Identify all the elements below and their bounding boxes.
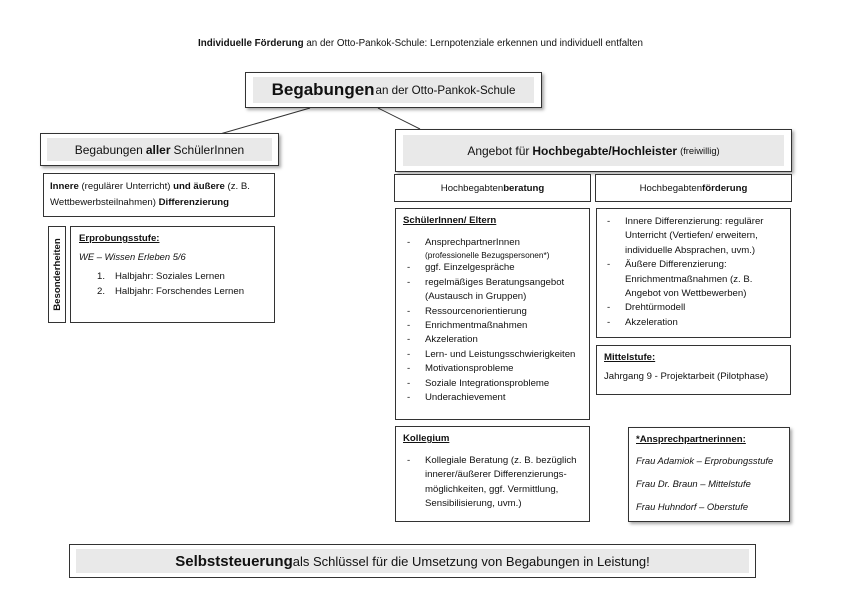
diff-line1-a: (regulärer Unterricht) [78,181,174,192]
list-item: - AnsprechpartnerInnen (professionelle Bezugspersonen*) [403,236,582,261]
all-students-box [40,133,279,166]
list-item: - Underachievement [403,391,582,405]
list-item: - ggf. Einzelgespräche [403,261,582,275]
beratung-header-prefix: Hochbegabten [440,182,504,194]
list-item: - Ressourcenorientierung [403,305,582,319]
contacts-box [628,427,790,522]
mittelstufe-text: Jahrgang 9 - Projektarbeit (Pilotphase) [604,371,769,382]
footer-box [69,544,756,578]
foerderung-list [603,215,784,330]
diff-outer-bold: und äußere [173,181,225,192]
contacts-title: *Ansprechpartnerinnen: [636,434,746,445]
beratung-header-bold: beratung [503,182,545,194]
list-item: - Innere Differenzierung: regulärer Unterricht (Vertiefen/ erweitern, individuelle Absprachen, uvm.) [603,215,784,258]
foerderung-header [595,174,792,202]
list-item: - Äußere Differenzierung: Enrichmentmaßnahmen (z. B. Angebot von Wettbewerben) [603,258,784,301]
kollegium-list [403,454,582,512]
erprobungsstufe-box [70,226,275,323]
list-item: - Enrichmentmaßnahmen [403,319,582,333]
all-students-suffix: SchülerInnen [173,142,245,157]
foerderung-header-bold: förderung [702,182,748,194]
diff-line1-b: (z. B. [224,181,250,192]
all-students-prefix: Begabungen [74,142,143,157]
students-parents-box [395,208,590,420]
gifted-offer-bold: Hochbegabte/Hochleister [532,143,678,158]
differentiation-box [43,173,275,217]
footer-bold: Selbststeuerung [175,552,293,570]
gifted-offer-prefix: Angebot für [467,143,530,158]
mittelstufe-title: Mittelstufe: [604,352,656,363]
contact-person: Frau Huhndorf – Oberstufe [636,501,749,512]
list-item: - regelmäßiges Beratungsangebot (Austausch in Gruppen) [403,276,582,305]
diff-differenzierung-bold: Differenzierung [158,197,229,208]
diff-line2-a: Wettbewerbsteilnahmen) [50,197,159,208]
mittelstufe-box [596,345,791,395]
main-title-box [245,72,542,108]
kollegium-box [395,426,590,522]
connector-left [220,108,310,134]
contact-person: Frau Adamiok – Erprobungsstufe [636,455,774,466]
list-item: 2. Halbjahr: Forschendes Lernen [97,285,245,297]
beratung-header [394,174,591,202]
footer-rest: als Schlüssel für die Umsetzung von Begabungen in Leistung! [292,553,650,569]
kollegium-title: Kollegium [403,433,450,444]
erprobungsstufe-title: Erprobungsstufe: [79,233,160,244]
students-parents-list [403,236,582,405]
list-item: - Kollegiale Beratung (z. B. bezüglich innerer/äußerer Differenzierungs-möglichkeiten, ggf. Vermittlung, Sensibilisierung, uvm.) [403,454,582,512]
foerderung-header-prefix: Hochbegabten [639,182,703,194]
gifted-offer-suffix: (freiwillig) [680,145,720,156]
list-item: 1. Halbjahr: Soziales Lernen [97,271,225,282]
erprobungsstufe-subtitle: WE – Wissen Erleben 5/6 [79,251,186,262]
students-parents-title: SchülerInnen/ Eltern [403,215,497,226]
gifted-offer-box [395,129,792,172]
erprobungsstufe-list [97,270,266,299]
main-title-rest: an der Otto-Pankok-Schule [375,83,516,97]
besonderheiten-label-text: Besonderheiten [51,238,63,311]
list-item: - Akzeleration [403,333,582,347]
main-title-bold: Begabungen [271,80,375,99]
list-item: - Soziale Integrationsprobleme [403,377,582,391]
header-title-bold: Individuelle Förderung [198,38,304,49]
connector-right [378,108,420,129]
list-item: - Akzeleration [603,316,784,330]
header-title-rest: an der Otto-Pankok-Schule: Lernpotenziale erkennen und individuell entfalten [303,38,643,49]
contact-person: Frau Dr. Braun – Mittelstufe [636,478,751,489]
list-item: - Drehtürmodell [603,301,784,315]
all-students-bold: aller [145,142,171,157]
page-header [0,38,841,49]
besonderheiten-side-label [48,226,66,323]
diff-inner-bold: Innere [50,181,79,192]
list-item: - Lern- und Leistungsschwierigkeiten [403,348,582,362]
list-item: - Motivationsprobleme [403,362,582,376]
foerderung-list-box [596,208,791,338]
